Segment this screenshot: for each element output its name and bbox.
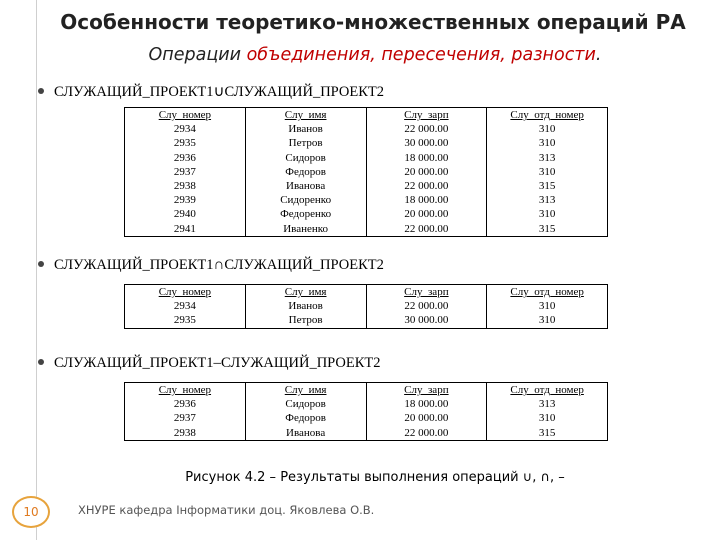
table-cell: 2934 — [125, 299, 246, 313]
expr-left-relation: СЛУЖАЩИЙ_ПРОЕКТ1 — [54, 355, 214, 371]
column-header: Слу_имя — [245, 383, 366, 398]
table-cell: 22 000.00 — [366, 122, 487, 136]
expr-left-relation: СЛУЖАЩИЙ_ПРОЕКТ1 — [54, 84, 214, 100]
table-cell: 310 — [487, 299, 608, 313]
table-cell: Сидоров — [245, 151, 366, 165]
table-cell: 2937 — [125, 165, 246, 179]
table-cell: 313 — [487, 397, 608, 411]
table-cell: 18 000.00 — [366, 151, 487, 165]
column-header: Слу_отд_номер — [487, 108, 608, 123]
table-row — [125, 411, 608, 425]
expr-right-relation: СЛУЖАЩИЙ_ПРОЕКТ2 — [224, 84, 385, 100]
table-row — [125, 193, 608, 207]
table-cell: 20 000.00 — [366, 207, 487, 221]
column-header: Слу_зарп — [366, 108, 487, 123]
table-cell: Иванов — [245, 299, 366, 313]
subtitle-operations: объединения, пересечения, разности — [246, 45, 596, 65]
slide-subtitle — [0, 45, 720, 65]
table-row — [125, 222, 608, 237]
difference-result-table — [124, 382, 608, 441]
column-header: Слу_зарп — [366, 285, 487, 300]
table-cell: 2935 — [125, 313, 246, 328]
table-row — [125, 179, 608, 193]
table-cell: 315 — [487, 426, 608, 441]
table-cell: 2934 — [125, 122, 246, 136]
bullet-icon — [38, 261, 44, 267]
difference-operator: – — [213, 355, 222, 371]
table-row — [125, 207, 608, 221]
union-result-table — [124, 107, 608, 237]
figure-caption: Рисунок 4.2 – Результаты выполнения операций ∪, ∩, – — [185, 470, 565, 485]
table-cell: 22 000.00 — [366, 426, 487, 441]
column-header: Слу_номер — [125, 383, 246, 398]
table-cell: 313 — [487, 193, 608, 207]
table-cell: 2938 — [125, 426, 246, 441]
table-cell: 2935 — [125, 136, 246, 150]
column-header: Слу_номер — [125, 108, 246, 123]
intersection-result-table — [124, 284, 608, 329]
table-row — [125, 313, 608, 328]
table-cell: 313 — [487, 151, 608, 165]
column-header: Слу_номер — [125, 285, 246, 300]
table-cell: 315 — [487, 222, 608, 237]
intersection-operator: ∩ — [213, 257, 225, 273]
table-cell: Иванова — [245, 179, 366, 193]
subtitle-period: . — [595, 45, 602, 65]
table-cell: 310 — [487, 411, 608, 425]
table-cell: 315 — [487, 179, 608, 193]
column-header: Слу_имя — [245, 108, 366, 123]
intersection-expression — [38, 257, 384, 274]
table-row — [125, 136, 608, 150]
table-cell: Федоренко — [245, 207, 366, 221]
table-cell: 2936 — [125, 151, 246, 165]
table-cell: 22 000.00 — [366, 299, 487, 313]
column-header: Слу_отд_номер — [487, 383, 608, 398]
table-row — [125, 122, 608, 136]
table-cell: 2941 — [125, 222, 246, 237]
table-cell: 22 000.00 — [366, 222, 487, 237]
union-operator: ∪ — [213, 84, 225, 100]
bullet-icon — [38, 359, 44, 365]
table-row — [125, 151, 608, 165]
bullet-icon — [38, 88, 44, 94]
slide-number-badge: 10 — [12, 496, 50, 528]
table-cell: 2939 — [125, 193, 246, 207]
table-cell: 20 000.00 — [366, 165, 487, 179]
table-row — [125, 397, 608, 411]
table-cell: Петров — [245, 136, 366, 150]
left-divider-line — [36, 0, 37, 540]
table-cell: 2938 — [125, 179, 246, 193]
table-cell: Сидоров — [245, 397, 366, 411]
footer-text: ХНУРЕ кафедра Інформатики доц. Яковлева О.В. — [78, 503, 375, 517]
table-cell: Сидоренко — [245, 193, 366, 207]
table-cell: Иванова — [245, 426, 366, 441]
expr-left-relation: СЛУЖАЩИЙ_ПРОЕКТ1 — [54, 257, 214, 273]
table-cell: Иванов — [245, 122, 366, 136]
table-cell: 30 000.00 — [366, 313, 487, 328]
table-cell: 20 000.00 — [366, 411, 487, 425]
column-header: Слу_имя — [245, 285, 366, 300]
column-header: Слу_отд_номер — [487, 285, 608, 300]
table-cell: 18 000.00 — [366, 193, 487, 207]
table-cell: 18 000.00 — [366, 397, 487, 411]
slide-title: Особенности теоретико-множественных операций РА — [60, 10, 686, 34]
table-cell: 30 000.00 — [366, 136, 487, 150]
expr-right-relation: СЛУЖАЩИЙ_ПРОЕКТ2 — [221, 355, 381, 371]
table-cell: 310 — [487, 122, 608, 136]
difference-expression — [38, 355, 381, 372]
expr-right-relation: СЛУЖАЩИЙ_ПРОЕКТ2 — [224, 257, 384, 273]
table-cell: Петров — [245, 313, 366, 328]
table-cell: 310 — [487, 207, 608, 221]
table-cell: 310 — [487, 313, 608, 328]
table-cell: 2936 — [125, 397, 246, 411]
subtitle-prefix: Операции — [148, 45, 247, 65]
table-cell: 310 — [487, 136, 608, 150]
table-row — [125, 426, 608, 441]
table-cell: Федоров — [245, 165, 366, 179]
table-cell: 22 000.00 — [366, 179, 487, 193]
table-cell: 2940 — [125, 207, 246, 221]
table-cell: Федоров — [245, 411, 366, 425]
table-cell: Иваненко — [245, 222, 366, 237]
column-header: Слу_зарп — [366, 383, 487, 398]
table-row — [125, 299, 608, 313]
union-expression — [38, 82, 384, 101]
table-cell: 310 — [487, 165, 608, 179]
table-row — [125, 165, 608, 179]
table-cell: 2937 — [125, 411, 246, 425]
